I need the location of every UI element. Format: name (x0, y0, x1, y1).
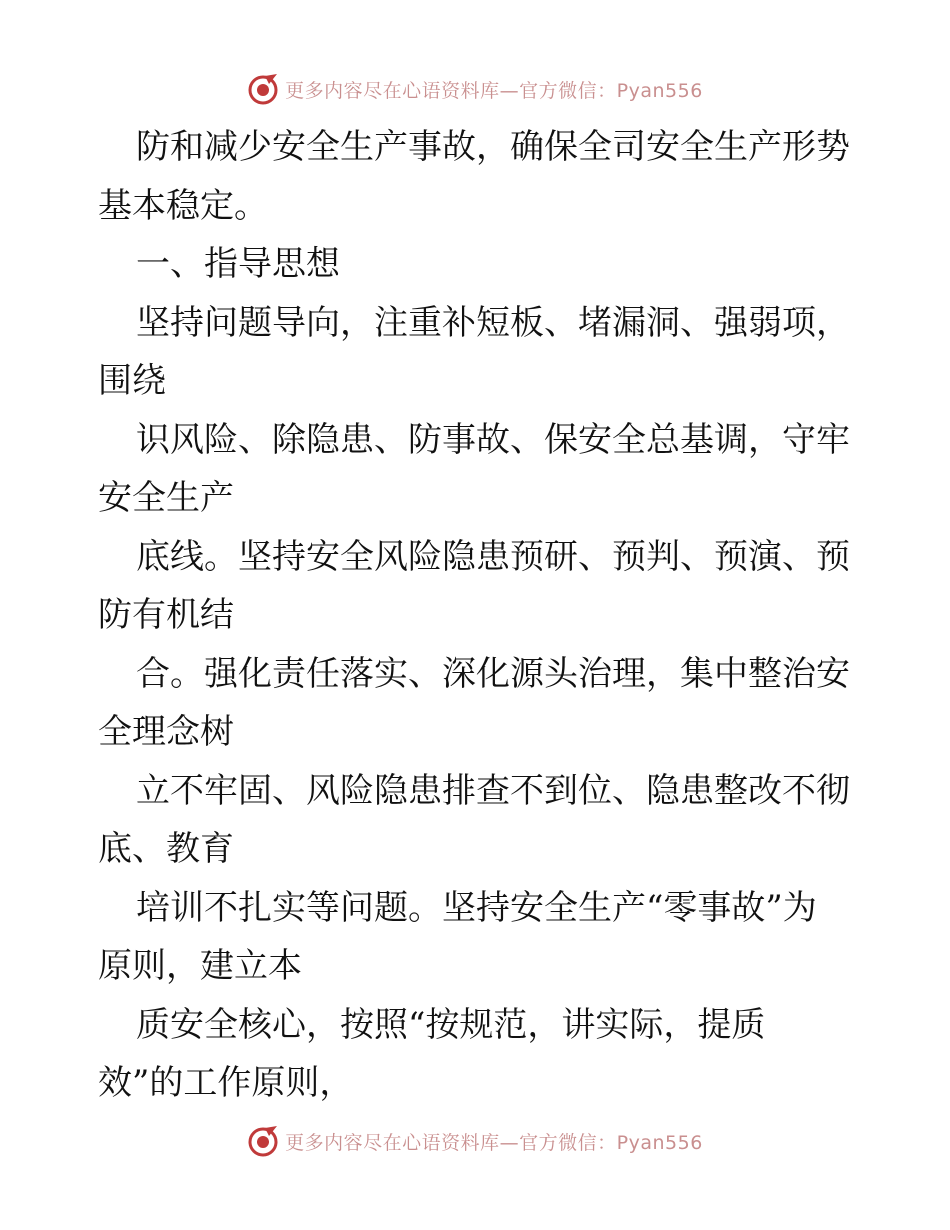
watermark-text: 更多内容尽在心语资料库—官方微信：Pyan556 (285, 79, 703, 102)
text-line: 防和减少安全生产事故，确保全司安全生产形势 (136, 127, 850, 167)
text-line: 质安全核心，按照“按规范，讲实际，提质 (136, 1004, 766, 1045)
watermark-text: 更多内容尽在心语资料库—官方微信：Pyan556 (285, 1131, 703, 1154)
text-line: 培训不扎实等问题。坚持安全生产“零事故”为 (136, 887, 817, 928)
document-body (98, 118, 858, 1113)
text-line: 合。强化责任落实、深化源头治理，集中整治安 (136, 653, 850, 694)
logo-icon (247, 72, 281, 106)
header-watermark (0, 72, 950, 106)
text-line: 安全生产 (98, 478, 234, 518)
text-line: 底、教育 (98, 829, 234, 869)
text-line: 识风险、除隐患、防事故、保安全总基调，守牢 (136, 419, 850, 460)
text-line: 全理念树 (98, 712, 234, 752)
footer-watermark (0, 1124, 950, 1158)
text-line: 防有机结 (98, 595, 234, 635)
text-line: 效”的工作原则， (98, 1063, 354, 1103)
logo-icon (247, 1124, 281, 1158)
text-line: 底线。坚持安全风险隐患预研、预判、预演、预 (136, 536, 850, 577)
text-line: 原则，建立本 (98, 946, 302, 986)
text-line: 基本稳定。 (98, 185, 268, 226)
text-line: 坚持问题导向，注重补短板、堵漏洞、强弱项， (136, 302, 850, 343)
text-line: 一、指导思想 (136, 244, 340, 284)
text-line: 立不牢固、风险隐患排查不到位、隐患整改不彻 (136, 770, 850, 811)
text-line: 围绕 (98, 361, 166, 401)
